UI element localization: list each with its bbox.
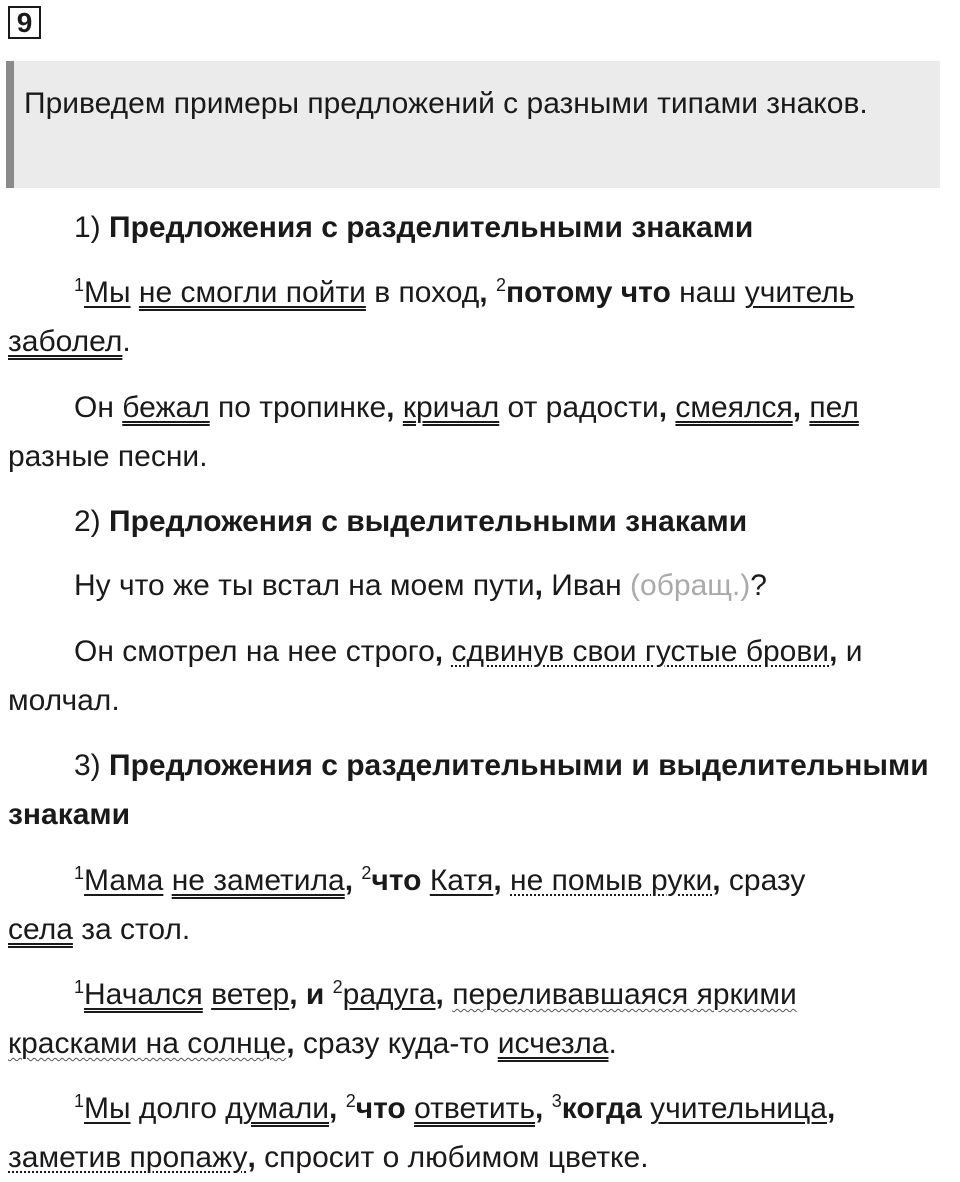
sentence-4: Он смотрел на нее строго, сдвинув свои густые брови, и молчал. (8, 635, 863, 717)
intro-note: Приведем примеры предложений с разными типами знаков. (6, 61, 940, 188)
task-number: 9 (8, 6, 41, 39)
sentence-5: $^1$Мама не заметила, $^2$что Катя, не помыв руки, сразу села за стол. (8, 863, 806, 946)
sentence-7: $^1$Мы долго думали, $^2$что ответить, $^3$когда учительница, заметив пропажу, спросит о любимом цветке. (8, 1091, 836, 1174)
sentence-1: $^1$Мы не смогли пойти в поход, $^2$потому что наш учитель заболел. (8, 275, 855, 358)
sentence-2: Он бежал по тропинке, кричал от радости, смеялся, пел разные песни. (8, 391, 859, 473)
section-3-heading: 3) Предложения с разделительными и выделительными знаками (8, 749, 929, 831)
section-1-heading: 1) Предложения с разделительными знаками (74, 211, 754, 244)
sentence-3: Ну что же ты встал на моем пути, Иван (обращ.)? (74, 569, 767, 602)
section-2-heading: 2) Предложения с выделительными знаками (74, 505, 748, 538)
sentence-6: $^1$Начался ветер, и $^2$радуга, переливавшаяся яркими красками на солнце, сразу куда-то исчезла. (8, 977, 797, 1060)
